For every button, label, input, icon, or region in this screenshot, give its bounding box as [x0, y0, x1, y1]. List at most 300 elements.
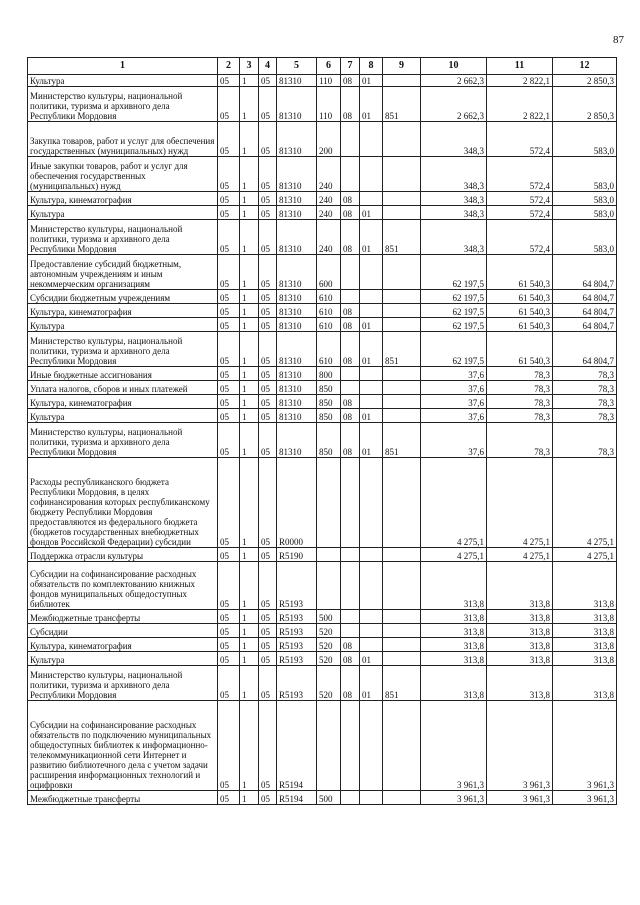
subdivision-code: 01 — [360, 332, 383, 367]
value-2021: 3 961,3 — [553, 701, 617, 791]
row-name: Культура, кинематография — [28, 192, 218, 206]
program-code: 1 — [240, 562, 259, 610]
value-2021: 64 804,7 — [553, 304, 617, 318]
expense-type-code: 600 — [317, 255, 341, 290]
value-2020: 313,8 — [487, 562, 553, 610]
program-code: 1 — [240, 332, 259, 367]
value-2021: 583,0 — [553, 122, 617, 157]
ministry-code — [383, 381, 421, 395]
value-2021: 583,0 — [553, 192, 617, 206]
section-code: 05 — [218, 458, 240, 548]
value-2019: 348,3 — [421, 157, 487, 192]
value-2021: 313,8 — [553, 652, 617, 666]
target-code: R5194 — [277, 701, 317, 791]
value-2019: 3 961,3 — [421, 701, 487, 791]
division-code — [341, 701, 360, 791]
section-code: 05 — [218, 332, 240, 367]
ministry-code: 851 — [383, 666, 421, 701]
value-2021: 583,0 — [553, 220, 617, 255]
subdivision-code — [360, 304, 383, 318]
subdivision-code — [360, 562, 383, 610]
value-2021: 64 804,7 — [553, 290, 617, 304]
subprogram-code: 05 — [259, 458, 277, 548]
expense-type-code: 850 — [317, 395, 341, 409]
value-2019: 2 662,3 — [421, 87, 487, 122]
section-code: 05 — [218, 157, 240, 192]
program-code: 1 — [240, 304, 259, 318]
value-2021: 313,8 — [553, 610, 617, 624]
division-code — [341, 562, 360, 610]
subprogram-code: 05 — [259, 318, 277, 332]
row-name: Уплата налогов, сборов и иных платежей — [28, 381, 218, 395]
value-2020: 2 822,1 — [487, 75, 553, 87]
value-2019: 313,8 — [421, 652, 487, 666]
column-header: 4 — [259, 58, 277, 75]
column-header: 1 — [28, 58, 218, 75]
subprogram-code: 05 — [259, 423, 277, 458]
expense-type-code — [317, 548, 341, 562]
target-code: 81310 — [277, 290, 317, 304]
subdivision-code — [360, 290, 383, 304]
program-code: 1 — [240, 610, 259, 624]
expense-type-code: 240 — [317, 220, 341, 255]
value-2019: 348,3 — [421, 206, 487, 220]
division-code: 08 — [341, 75, 360, 87]
expense-type-code — [317, 458, 341, 548]
row-name: Министерство культуры, национальной политики, туризма и архивного дела Республики Мордовия — [28, 666, 218, 701]
section-code: 05 — [218, 666, 240, 701]
division-code — [341, 367, 360, 381]
value-2021: 313,8 — [553, 624, 617, 638]
value-2019: 348,3 — [421, 192, 487, 206]
row-name: Культура — [28, 318, 218, 332]
section-code: 05 — [218, 701, 240, 791]
subprogram-code: 05 — [259, 791, 277, 805]
row-name: Культура, кинематография — [28, 395, 218, 409]
division-code: 08 — [341, 409, 360, 423]
table-row — [28, 701, 617, 791]
division-code — [341, 791, 360, 805]
expense-type-code: 520 — [317, 624, 341, 638]
budget-table — [27, 57, 617, 805]
subprogram-code: 05 — [259, 562, 277, 610]
division-code: 08 — [341, 652, 360, 666]
subprogram-code: 05 — [259, 122, 277, 157]
section-code: 05 — [218, 562, 240, 610]
value-2019: 3 961,3 — [421, 791, 487, 805]
expense-type-code: 240 — [317, 192, 341, 206]
value-2020: 78,3 — [487, 381, 553, 395]
value-2020: 78,3 — [487, 409, 553, 423]
value-2021: 583,0 — [553, 157, 617, 192]
row-name: Культура, кинематография — [28, 304, 218, 318]
division-code: 08 — [341, 332, 360, 367]
value-2019: 313,8 — [421, 624, 487, 638]
table-row — [28, 157, 617, 192]
row-name: Расходы республиканского бюджета Республики Мордовия, в целях софинансирования которых республиканскому бюджету Республики Мордовия предоставляются из федерального бюджета (бюджетов государственных внебюджетных фондов Российской Федерации) субсидии — [28, 458, 218, 548]
ministry-code — [383, 318, 421, 332]
ministry-code — [383, 367, 421, 381]
value-2021: 78,3 — [553, 381, 617, 395]
program-code: 1 — [240, 157, 259, 192]
value-2020: 78,3 — [487, 367, 553, 381]
program-code: 1 — [240, 395, 259, 409]
row-name: Культура — [28, 652, 218, 666]
program-code: 1 — [240, 548, 259, 562]
subprogram-code: 05 — [259, 192, 277, 206]
subprogram-code: 05 — [259, 332, 277, 367]
section-code: 05 — [218, 192, 240, 206]
value-2021: 78,3 — [553, 395, 617, 409]
target-code: 81310 — [277, 75, 317, 87]
expense-type-code — [317, 562, 341, 610]
subprogram-code: 05 — [259, 409, 277, 423]
section-code: 05 — [218, 381, 240, 395]
subprogram-code: 05 — [259, 75, 277, 87]
target-code: 81310 — [277, 381, 317, 395]
subdivision-code — [360, 157, 383, 192]
subdivision-code: 01 — [360, 423, 383, 458]
value-2020: 313,8 — [487, 638, 553, 652]
ministry-code: 851 — [383, 423, 421, 458]
row-name: Субсидии — [28, 624, 218, 638]
division-code: 08 — [341, 192, 360, 206]
table-row — [28, 206, 617, 220]
division-code: 08 — [341, 206, 360, 220]
row-name: Культура — [28, 206, 218, 220]
division-code: 08 — [341, 220, 360, 255]
program-code: 1 — [240, 652, 259, 666]
value-2021: 4 275,1 — [553, 458, 617, 548]
program-code: 1 — [240, 666, 259, 701]
expense-type-code: 110 — [317, 87, 341, 122]
division-code: 08 — [341, 666, 360, 701]
value-2021: 64 804,7 — [553, 255, 617, 290]
table-row — [28, 395, 617, 409]
division-code: 08 — [341, 638, 360, 652]
program-code: 1 — [240, 75, 259, 87]
row-name: Культура — [28, 75, 218, 87]
program-code: 1 — [240, 381, 259, 395]
value-2021: 64 804,7 — [553, 318, 617, 332]
value-2019: 62 197,5 — [421, 255, 487, 290]
subprogram-code: 05 — [259, 652, 277, 666]
section-code: 05 — [218, 610, 240, 624]
section-code: 05 — [218, 791, 240, 805]
table-row — [28, 610, 617, 624]
section-code: 05 — [218, 548, 240, 562]
value-2019: 37,6 — [421, 381, 487, 395]
section-code: 05 — [218, 409, 240, 423]
value-2020: 3 961,3 — [487, 701, 553, 791]
section-code: 05 — [218, 638, 240, 652]
program-code: 1 — [240, 638, 259, 652]
value-2019: 313,8 — [421, 562, 487, 610]
target-code: R5193 — [277, 666, 317, 701]
value-2020: 3 961,3 — [487, 791, 553, 805]
division-code — [341, 255, 360, 290]
row-name: Иные бюджетные ассигнования — [28, 367, 218, 381]
value-2021: 4 275,1 — [553, 548, 617, 562]
value-2020: 78,3 — [487, 423, 553, 458]
target-code: 81310 — [277, 332, 317, 367]
expense-type-code: 520 — [317, 652, 341, 666]
target-code: 81310 — [277, 367, 317, 381]
value-2020: 61 540,3 — [487, 255, 553, 290]
value-2019: 62 197,5 — [421, 318, 487, 332]
ministry-code — [383, 395, 421, 409]
value-2021: 583,0 — [553, 206, 617, 220]
target-code: 81310 — [277, 395, 317, 409]
target-code: 81310 — [277, 423, 317, 458]
program-code: 1 — [240, 255, 259, 290]
section-code: 05 — [218, 75, 240, 87]
subdivision-code: 01 — [360, 206, 383, 220]
table-row — [28, 290, 617, 304]
program-code: 1 — [240, 206, 259, 220]
program-code: 1 — [240, 458, 259, 548]
column-header: 9 — [383, 58, 421, 75]
subdivision-code: 01 — [360, 652, 383, 666]
subdivision-code: 01 — [360, 75, 383, 87]
section-code: 05 — [218, 423, 240, 458]
value-2019: 348,3 — [421, 220, 487, 255]
section-code: 05 — [218, 318, 240, 332]
column-header: 10 — [421, 58, 487, 75]
division-code: 08 — [341, 395, 360, 409]
ministry-code — [383, 255, 421, 290]
table-row — [28, 458, 617, 548]
ministry-code — [383, 791, 421, 805]
program-code: 1 — [240, 701, 259, 791]
ministry-code — [383, 304, 421, 318]
program-code: 1 — [240, 318, 259, 332]
program-code: 1 — [240, 423, 259, 458]
table-row — [28, 220, 617, 255]
ministry-code — [383, 562, 421, 610]
subdivision-code — [360, 610, 383, 624]
row-name: Министерство культуры, национальной политики, туризма и архивного дела Республики Мордовия — [28, 220, 218, 255]
table-row — [28, 122, 617, 157]
target-code: 81310 — [277, 318, 317, 332]
program-code: 1 — [240, 624, 259, 638]
row-name: Культура — [28, 409, 218, 423]
column-header: 3 — [240, 58, 259, 75]
subprogram-code: 05 — [259, 666, 277, 701]
table-row — [28, 638, 617, 652]
division-code — [341, 610, 360, 624]
value-2020: 572,4 — [487, 157, 553, 192]
ministry-code: 851 — [383, 332, 421, 367]
value-2019: 62 197,5 — [421, 304, 487, 318]
subdivision-code — [360, 624, 383, 638]
ministry-code: 851 — [383, 220, 421, 255]
section-code: 05 — [218, 206, 240, 220]
target-code: R5193 — [277, 638, 317, 652]
row-name: Поддержка отрасли культуры — [28, 548, 218, 562]
program-code: 1 — [240, 220, 259, 255]
subprogram-code: 05 — [259, 548, 277, 562]
ministry-code — [383, 458, 421, 548]
target-code: 81310 — [277, 206, 317, 220]
ministry-code — [383, 290, 421, 304]
ministry-code: 851 — [383, 87, 421, 122]
table-body — [28, 75, 617, 805]
value-2020: 313,8 — [487, 652, 553, 666]
value-2019: 313,8 — [421, 610, 487, 624]
target-code: 81310 — [277, 87, 317, 122]
subprogram-code: 05 — [259, 206, 277, 220]
value-2019: 313,8 — [421, 666, 487, 701]
section-code: 05 — [218, 304, 240, 318]
value-2019: 348,3 — [421, 122, 487, 157]
expense-type-code: 850 — [317, 381, 341, 395]
value-2020: 313,8 — [487, 610, 553, 624]
table-row — [28, 192, 617, 206]
value-2020: 313,8 — [487, 666, 553, 701]
column-header: 2 — [218, 58, 240, 75]
target-code: R5193 — [277, 562, 317, 610]
subdivision-code — [360, 791, 383, 805]
subdivision-code — [360, 548, 383, 562]
value-2019: 2 662,3 — [421, 75, 487, 87]
expense-type-code: 610 — [317, 304, 341, 318]
value-2021: 313,8 — [553, 638, 617, 652]
ministry-code — [383, 75, 421, 87]
table-row — [28, 562, 617, 610]
subdivision-code — [360, 192, 383, 206]
section-code: 05 — [218, 367, 240, 381]
ministry-code — [383, 122, 421, 157]
row-name: Субсидии бюджетным учреждениям — [28, 290, 218, 304]
target-code: R5190 — [277, 548, 317, 562]
subprogram-code: 05 — [259, 638, 277, 652]
program-code: 1 — [240, 192, 259, 206]
subprogram-code: 05 — [259, 701, 277, 791]
value-2021: 3 961,3 — [553, 791, 617, 805]
target-code: R5193 — [277, 624, 317, 638]
row-name: Межбюджетные трансферты — [28, 610, 218, 624]
division-code — [341, 290, 360, 304]
table-row — [28, 381, 617, 395]
division-code: 08 — [341, 87, 360, 122]
ministry-code — [383, 157, 421, 192]
column-header: 8 — [360, 58, 383, 75]
table-row — [28, 652, 617, 666]
subdivision-code: 01 — [360, 666, 383, 701]
section-code: 05 — [218, 290, 240, 304]
expense-type-code: 520 — [317, 666, 341, 701]
value-2021: 64 804,7 — [553, 332, 617, 367]
division-code: 08 — [341, 318, 360, 332]
subprogram-code: 05 — [259, 220, 277, 255]
value-2020: 78,3 — [487, 395, 553, 409]
subprogram-code: 05 — [259, 87, 277, 122]
subdivision-code: 01 — [360, 409, 383, 423]
value-2021: 2 850,3 — [553, 87, 617, 122]
value-2020: 572,4 — [487, 192, 553, 206]
table-row — [28, 318, 617, 332]
section-code: 05 — [218, 652, 240, 666]
target-code: 81310 — [277, 255, 317, 290]
value-2020: 4 275,1 — [487, 458, 553, 548]
value-2020: 2 822,1 — [487, 87, 553, 122]
subdivision-code — [360, 458, 383, 548]
program-code: 1 — [240, 87, 259, 122]
value-2019: 4 275,1 — [421, 548, 487, 562]
subprogram-code: 05 — [259, 304, 277, 318]
ministry-code — [383, 548, 421, 562]
table-row — [28, 666, 617, 701]
ministry-code — [383, 610, 421, 624]
target-code: 81310 — [277, 304, 317, 318]
subdivision-code — [360, 367, 383, 381]
subdivision-code: 01 — [360, 318, 383, 332]
value-2020: 61 540,3 — [487, 318, 553, 332]
row-name: Министерство культуры, национальной политики, туризма и архивного дела Республики Мордовия — [28, 332, 218, 367]
section-code: 05 — [218, 624, 240, 638]
column-header: 7 — [341, 58, 360, 75]
expense-type-code: 200 — [317, 122, 341, 157]
subprogram-code: 05 — [259, 610, 277, 624]
value-2020: 61 540,3 — [487, 332, 553, 367]
ministry-code — [383, 206, 421, 220]
column-header: 11 — [487, 58, 553, 75]
value-2020: 4 275,1 — [487, 548, 553, 562]
subprogram-code: 05 — [259, 395, 277, 409]
value-2019: 37,6 — [421, 367, 487, 381]
target-code: 81310 — [277, 122, 317, 157]
subdivision-code — [360, 122, 383, 157]
row-name: Министерство культуры, национальной политики, туризма и архивного дела Республики Мордовия — [28, 423, 218, 458]
value-2019: 62 197,5 — [421, 332, 487, 367]
expense-type-code: 800 — [317, 367, 341, 381]
division-code — [341, 548, 360, 562]
target-code: 81310 — [277, 220, 317, 255]
expense-type-code: 500 — [317, 791, 341, 805]
ministry-code — [383, 701, 421, 791]
value-2019: 37,6 — [421, 409, 487, 423]
program-code: 1 — [240, 409, 259, 423]
target-code: R5193 — [277, 652, 317, 666]
value-2019: 37,6 — [421, 423, 487, 458]
ministry-code — [383, 192, 421, 206]
value-2019: 313,8 — [421, 638, 487, 652]
subprogram-code: 05 — [259, 624, 277, 638]
expense-type-code: 850 — [317, 409, 341, 423]
subprogram-code: 05 — [259, 367, 277, 381]
table-row — [28, 332, 617, 367]
target-code: R0000 — [277, 458, 317, 548]
value-2019: 62 197,5 — [421, 290, 487, 304]
target-code: R5194 — [277, 791, 317, 805]
table-row — [28, 548, 617, 562]
section-code: 05 — [218, 122, 240, 157]
target-code: R5193 — [277, 610, 317, 624]
row-name: Межбюджетные трансферты — [28, 791, 218, 805]
table-row — [28, 624, 617, 638]
program-code: 1 — [240, 122, 259, 157]
table-row — [28, 791, 617, 805]
value-2021: 2 850,3 — [553, 75, 617, 87]
value-2019: 4 275,1 — [421, 458, 487, 548]
target-code: 81310 — [277, 409, 317, 423]
section-code: 05 — [218, 395, 240, 409]
value-2020: 313,8 — [487, 624, 553, 638]
subdivision-code — [360, 638, 383, 652]
expense-type-code: 850 — [317, 423, 341, 458]
column-header: 5 — [277, 58, 317, 75]
